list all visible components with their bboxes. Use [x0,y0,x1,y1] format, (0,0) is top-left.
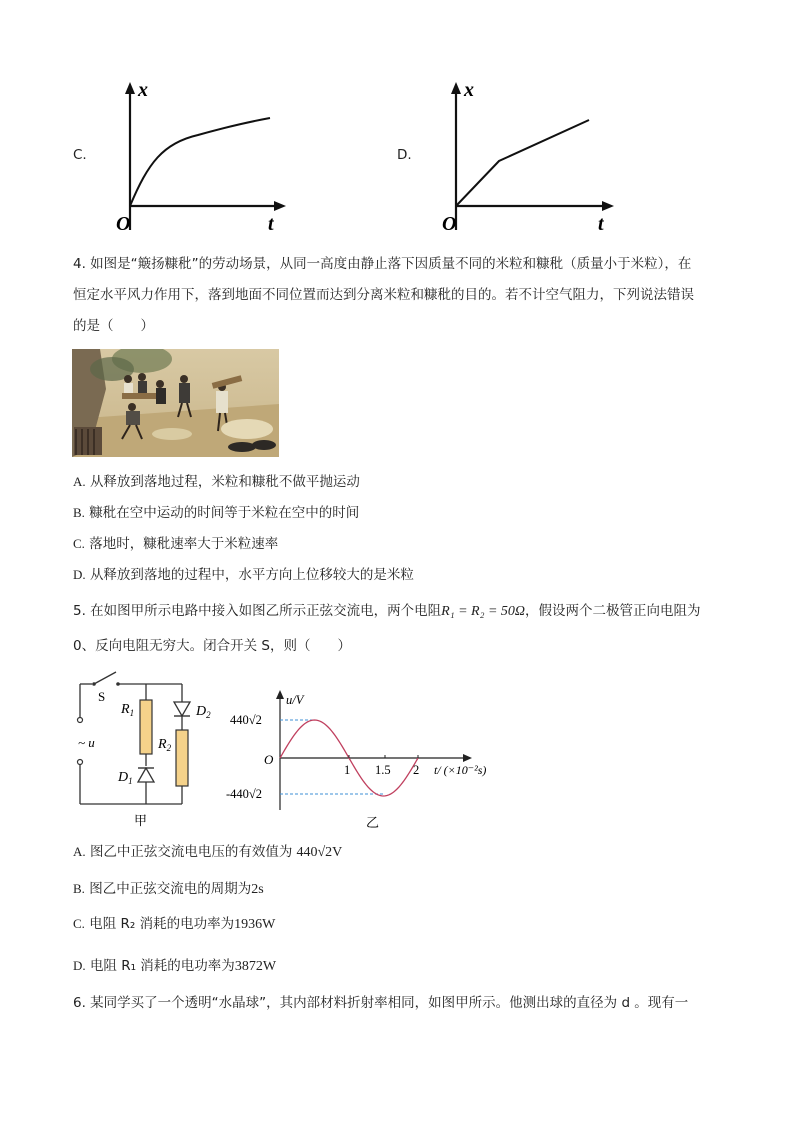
d1-label: $D_1$ [118,770,133,786]
axis-x-label: x [138,79,148,101]
tick-label-1-5: 1.5 [375,763,391,777]
axis-t-label: t [268,213,274,235]
q4-option-b: B. 糠秕在空中运动的时间等于米粒在空中的时间 [73,505,360,521]
q4-stem-line3: 的是（ ） [73,318,154,334]
d2-label: $D_2$ [196,704,211,720]
origin-label: O [442,213,457,235]
q4-stem-line1: 4. 如图是“簸扬糠秕”的劳动场景，从同一高度由静止落下因质量不同的米粒和糠秕（质量小于米粒），在 [73,256,692,272]
q5-option-c: C. 电阻 R₂ 消耗的电功率为1936W [73,916,276,932]
option-c-label: C. [73,147,87,163]
y-bottom-label: -440√2 [226,787,263,801]
r2-label: $R_2$ [158,737,172,753]
q5-option-a: A. 图乙中正弦交流电电压的有效值为 440√2V [73,844,343,860]
winnowing-painting [72,349,279,457]
circuit-diagram [72,668,222,830]
tick-label-2: 2 [413,763,420,777]
switch-label: S [98,689,106,704]
q5-option-b: B. 图乙中正弦交流电的周期为2s [73,881,264,897]
q4-option-a: A. 从释放到落地过程，米粒和糠秕不做平抛运动 [73,474,360,490]
ac-voltage-graph [226,686,502,832]
option-d-label: D. [397,147,412,163]
origin-label: O [116,213,131,235]
q5-option-d: D. 电阻 R₁ 消耗的电功率为3872W [73,958,277,974]
q4-option-d: D. 从释放到落地的过程中，水平方向上位移较大的是米粒 [73,567,414,583]
q4-stem-line2: 恒定水平风力作用下，落到地面不同位置而达到分离米粒和糠秕的目的。若不计空气阻力，下列说法错误 [73,287,694,303]
q5-stem-line1: 5. 在如图甲所示电路中接入如图乙所示正弦交流电，两个电阻R₁ = R₂ = 50Ω，假设两个二极管正向电阻为 [73,603,701,619]
graph-option-c [108,78,288,236]
axis-t-label: t [598,213,604,235]
y-top-label: 440√2 [230,713,262,727]
axis-x-label: x [464,79,474,101]
caption-jia: 甲 [134,813,148,828]
y-axis-label: u/V [286,693,304,707]
r1-label: $R_1$ [121,702,135,718]
x-axis-label: t/ (×10⁻²s) [434,763,487,777]
q5-stem-line2: 0、反向电阻无穷大。闭合开关 S，则（ ） [73,638,351,654]
q6-stem-line1: 6. 某同学买了一个透明“水晶球”，其内部材料折射率相同，如图甲所示。他测出球的直径为 d 。现有一 [73,995,689,1011]
q4-option-c: C. 落地时，糠秕速率大于米粒速率 [73,536,279,552]
origin-label: O [264,752,274,767]
graph-option-d [434,78,616,236]
source-label: ~ u [78,735,95,750]
caption-yi: 乙 [366,815,380,830]
tick-label-1: 1 [344,763,351,777]
